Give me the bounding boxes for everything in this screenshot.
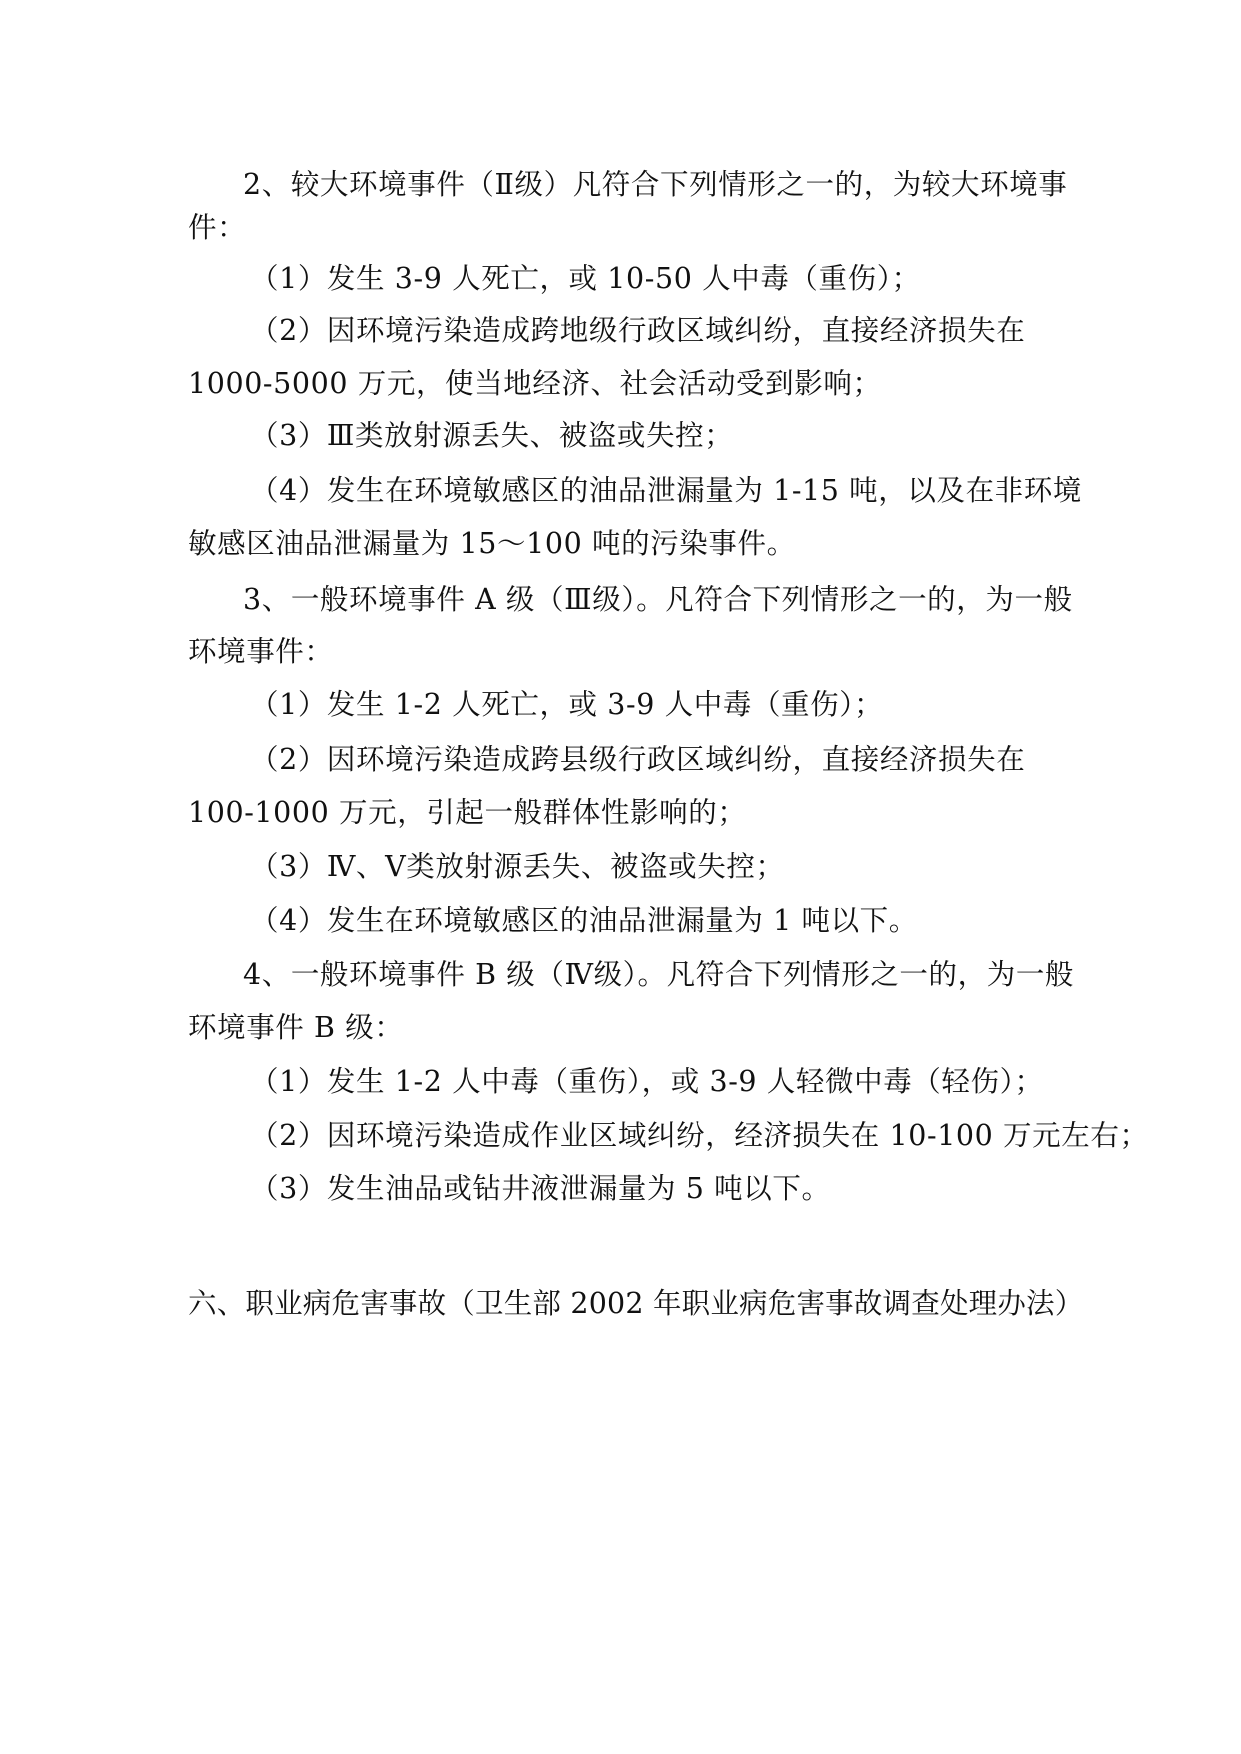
list-item: （1）发生 1-2 人死亡，或 3-9 人中毒（重伤）； xyxy=(250,688,884,721)
list-item: （1）发生 3-9 人死亡，或 10-50 人中毒（重伤）； xyxy=(250,262,921,295)
list-item: （4）发生在环境敏感区的油品泄漏量为 1 吨以下。 xyxy=(250,904,918,937)
list-item: （1）发生 1-2 人中毒（重伤），或 3-9 人轻微中毒（轻伤）； xyxy=(250,1065,1044,1098)
paragraph-line: 4、一般环境事件 B 级（Ⅳ级）。凡符合下列情形之一的，为一般 xyxy=(243,958,1075,991)
paragraph-line: 环境事件 B 级： xyxy=(188,1011,404,1044)
paragraph-line: 3、一般环境事件 A 级（Ⅲ级）。凡符合下列情形之一的，为一般 xyxy=(243,583,1073,616)
list-item: （3）Ⅲ类放射源丢失、被盗或失控； xyxy=(250,419,734,452)
paragraph-line: 敏感区油品泄漏量为 15～100 吨的污染事件。 xyxy=(188,527,796,560)
list-item: （4）发生在环境敏感区的油品泄漏量为 1-15 吨，以及在非环境 xyxy=(250,474,1082,507)
paragraph-line: 1000-5000 万元，使当地经济、社会活动受到影响； xyxy=(188,367,882,400)
list-item: （2）因环境污染造成跨地级行政区域纠纷，直接经济损失在 xyxy=(250,314,1026,347)
paragraph-line: 环境事件： xyxy=(188,635,334,668)
list-item: （2）因环境污染造成跨县级行政区域纠纷，直接经济损失在 xyxy=(250,743,1026,776)
paragraph-line: 100-1000 万元，引起一般群体性影响的； xyxy=(188,796,747,829)
list-item: （3）发生油品或钻井液泄漏量为 5 吨以下。 xyxy=(250,1172,831,1205)
section-heading: 六、职业病危害事故（卫生部 2002 年职业病危害事故调查处理办法） xyxy=(188,1287,1084,1320)
list-item: （3）Ⅳ、Ⅴ类放射源丢失、被盗或失控； xyxy=(250,850,785,883)
paragraph-line: 件： xyxy=(188,211,247,244)
list-item: （2）因环境污染造成作业区域纠纷，经济损失在 10-100 万元左右； xyxy=(250,1119,1149,1152)
paragraph-line: 2、较大环境事件（Ⅱ级）凡符合下列情形之一的，为较大环境事 xyxy=(243,168,1068,201)
